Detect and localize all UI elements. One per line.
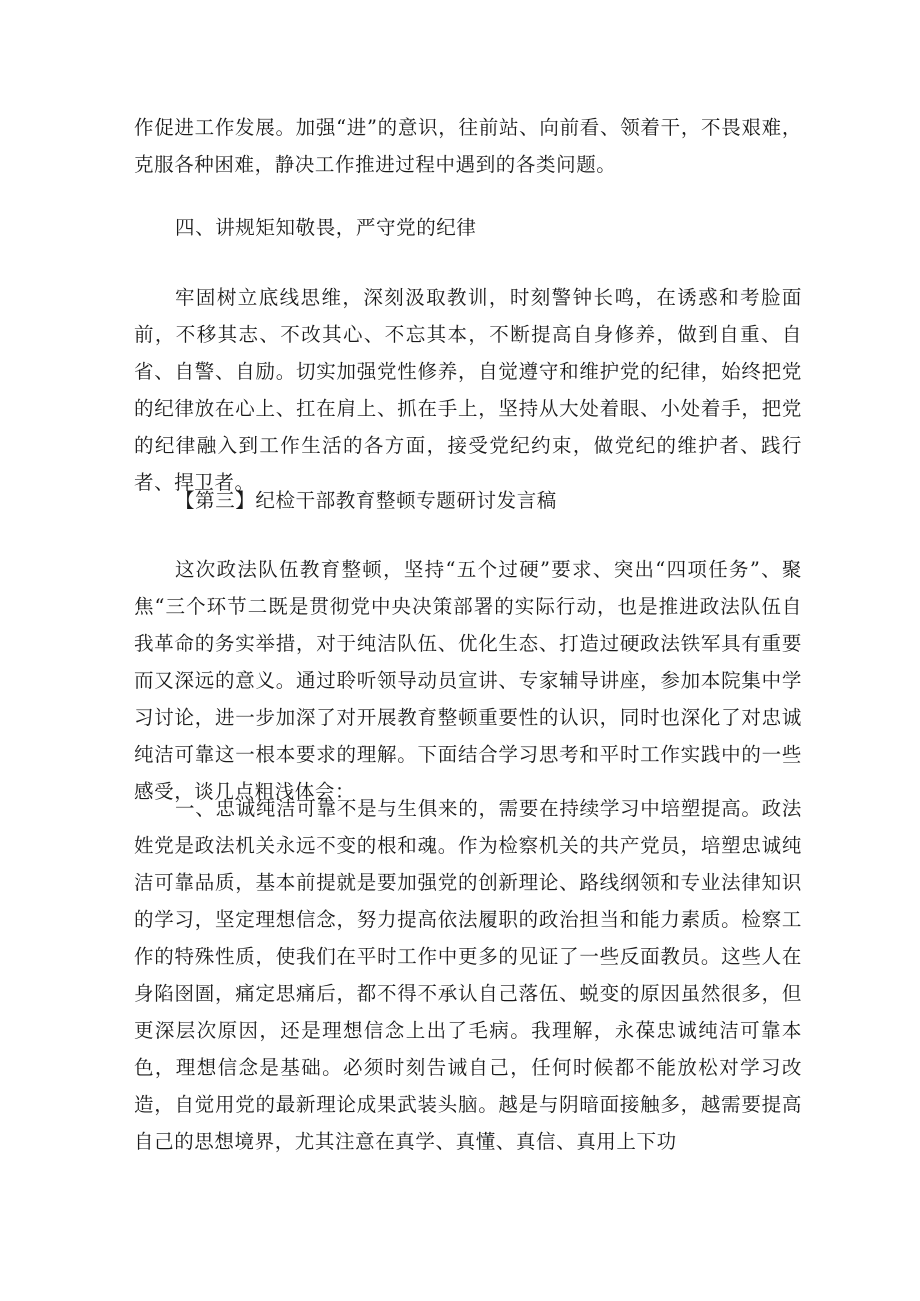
article-title: 【第三】纪检干部教育整顿专题研讨发言稿	[175, 489, 557, 512]
section-heading-4: 四、讲规矩知敬畏，严守党的纪律	[175, 216, 477, 239]
paragraph-discipline: 牢固树立底线思维，深刻汲取教训，时刻警钟长鸣，在诱惑和考脸面前，不移其志、不改其心、不忘其本，不断提高自身修养，做到自重、自省、自警、自励。切实加强党性修养，自觉遵守和维护党的纪律，始终把党的纪律放在心上、扛在肩上、抓在手上，坚持从大处着眼、小处着手，把党的纪律融入到工作生活的各方面，接受党纪约束，做党纪的维护者、践行者、捍卫者。	[134, 286, 802, 494]
paragraph-continuation: 作促进工作发展。加强“进”的意识，往前站、向前看、领着干，不畏艰难，克服各种困难，静决工作推进过程中遇到的各类问题。	[134, 116, 802, 176]
paragraph-intro: 这次政法队伍教育整顿，坚持“五个过硬”要求、突出“四项任务”、聚焦“三个环节二既是贯彻党中央决策部署的实际行动，也是推进政法队伍自我革命的务实举措，对于纯洁队伍、优化生态、打造过硬政法铁军具有重要而又深远的意义。通过聆听领导动员宣讲、专家辅导讲座，参加本院集中学习讨论，进一步加深了对开展教育整顿重要性的认识，同时也深化了对忠诚纯洁可靠这一根本要求的理解。下面结合学习思考和平时工作实践中的一些感受，谈几点粗浅体会：	[134, 558, 802, 803]
paragraph-point-1: 一、忠诚纯洁可靠不是与生俱来的，需要在持续学习中培塑提高。政法姓党是政法机关永远不变的根和魂。作为检察机关的共产党员，培塑忠诚纯洁可靠品质，基本前提就是要加强党的创新理论、路线纲领和专业法律知识的学习，坚定理想信念，努力提高依法履职的政治担当和能力素质。检察工作的特殊性质，使我们在平时工作中更多的见证了一些反面教员。这些人在身陷囹圄，痛定思痛后，都不得不承认自己落伍、蜕变的原因虽然很多，但更深层次原因，还是理想信念上出了毛病。我理解，永葆忠诚纯洁可靠本色，理想信念是基础。必须时刻告诫自己，任何时候都不能放松对学习改造，自觉用党的最新理论成果武装头脑。越是与阴暗面接触多，越需要提高自己的思想境界，尤其注意在真学、真懂、真信、真用上下功	[134, 797, 802, 1153]
